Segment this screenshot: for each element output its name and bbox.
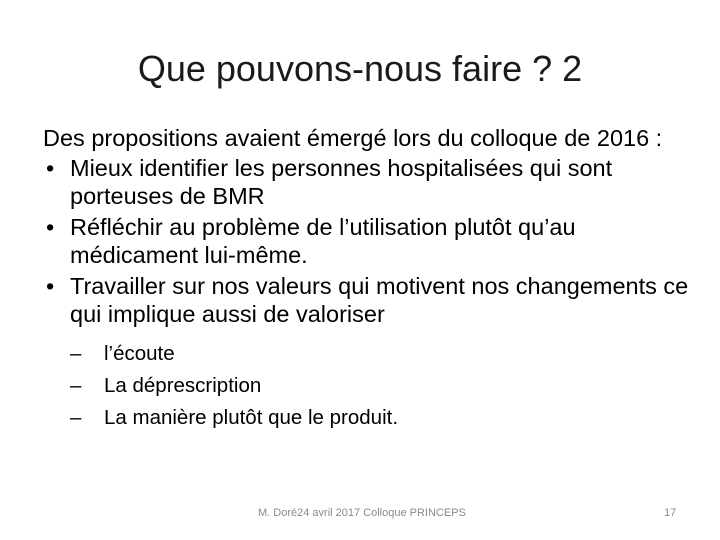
bullet-icon: • — [46, 214, 55, 240]
bullet-item — [43, 213, 693, 269]
bullet-text: Mieux identifier les personnes hospitalisées qui sont porteuses de BMR — [70, 155, 613, 209]
bullet-icon: • — [46, 155, 55, 181]
bullet-list — [43, 154, 693, 434]
bullet-item — [43, 272, 693, 434]
dash-icon: – — [70, 374, 82, 397]
footer-text: M. Doré24 avril 2017 Colloque PRINCEPS — [258, 507, 466, 519]
bullet-item — [43, 154, 693, 210]
slide-footer — [0, 506, 720, 524]
intro-text: Des propositions avaient émergé lors du colloque de 2016 : — [43, 125, 663, 151]
bullet-text: Travailler sur nos valeurs qui motivent nos changements ce qui implique aussi de valoriser — [70, 273, 689, 327]
slide-title: Que pouvons-nous faire ? 2 — [137, 48, 583, 89]
sub-bullet-item — [70, 370, 693, 402]
sub-bullet-item — [70, 402, 693, 434]
sub-bullet-list — [70, 338, 693, 434]
dash-icon: – — [70, 342, 82, 365]
bullet-text: Réfléchir au problème de l’utilisation plutôt qu’au médicament lui-même. — [70, 214, 576, 268]
sub-bullet-text: l’écoute — [104, 342, 175, 365]
sub-bullet-text: La manière plutôt que le produit. — [104, 406, 399, 429]
dash-icon: – — [70, 406, 82, 429]
page-number: 17 — [664, 507, 677, 519]
slide-body — [43, 124, 693, 437]
sub-bullet-item — [70, 338, 693, 370]
bullet-icon: • — [46, 273, 55, 299]
sub-bullet-text: La déprescription — [104, 374, 262, 397]
